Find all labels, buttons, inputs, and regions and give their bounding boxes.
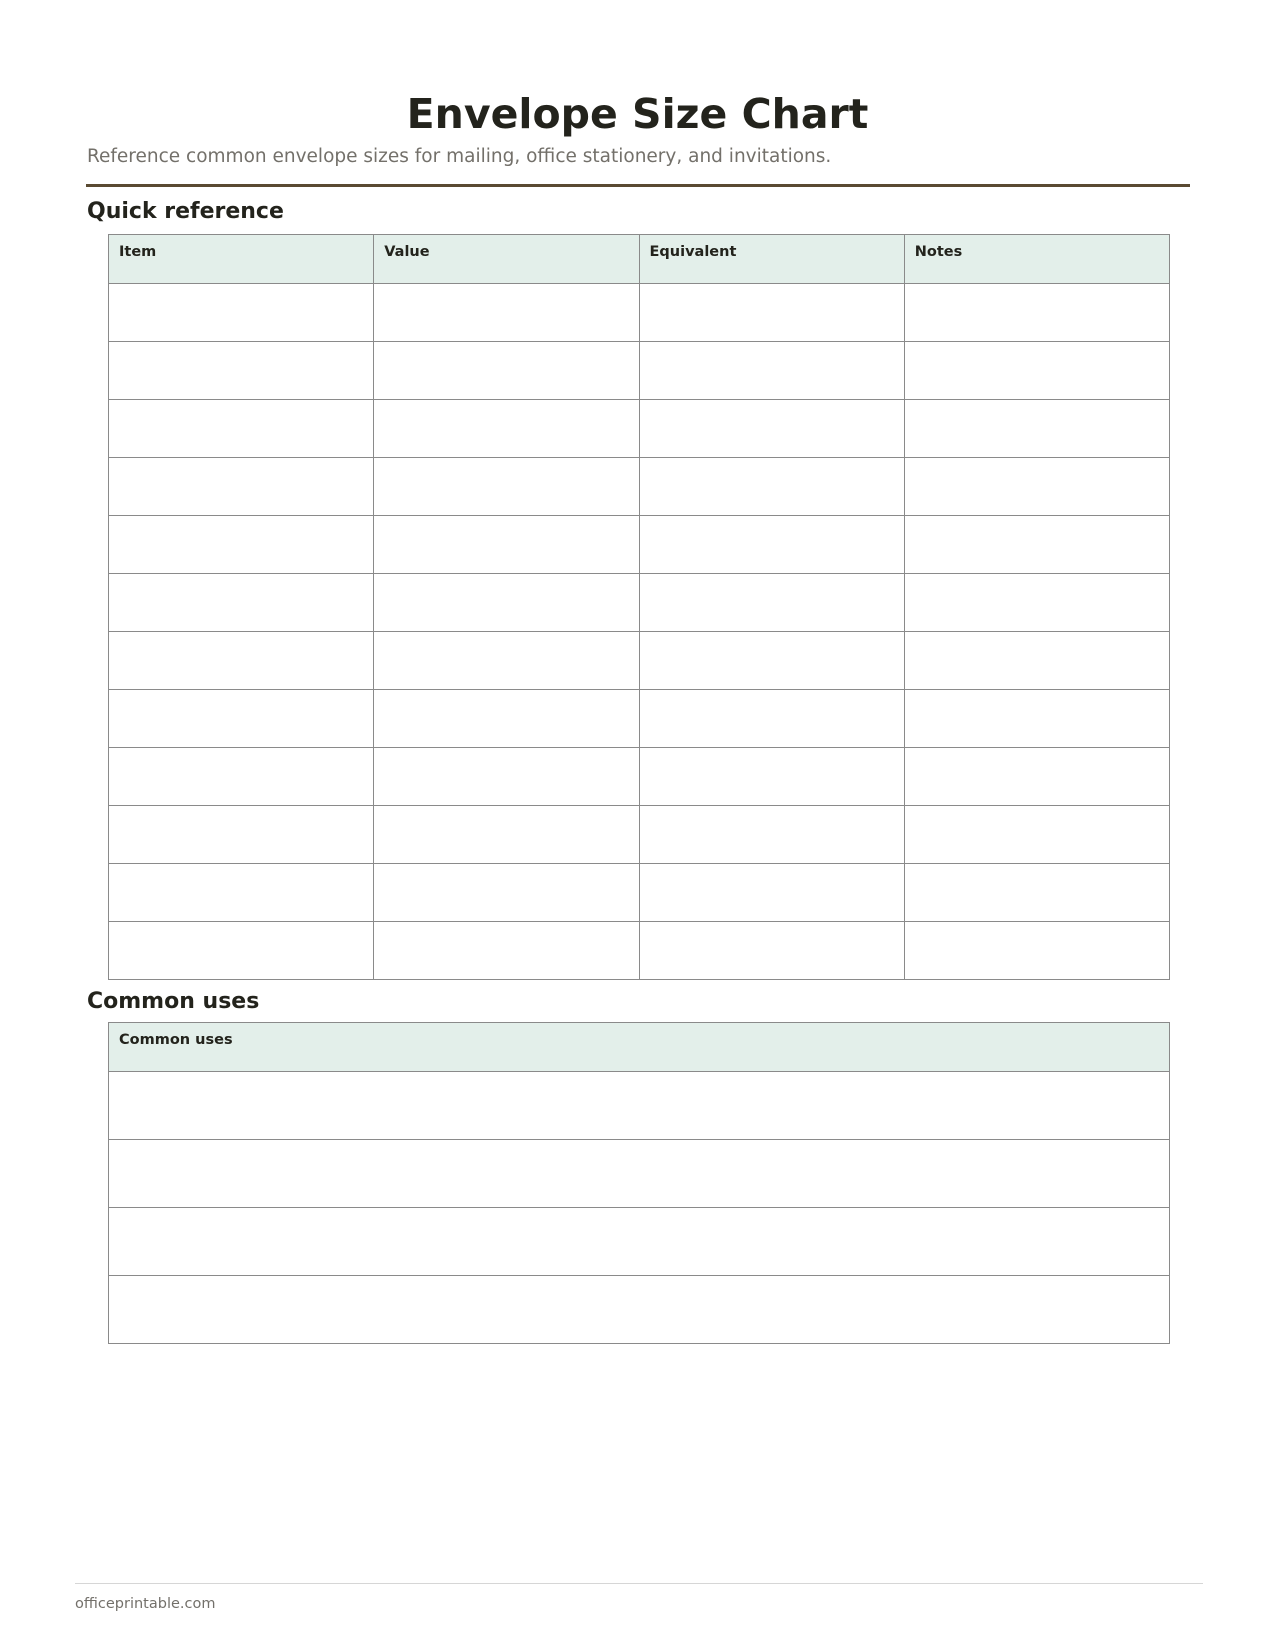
table-cell[interactable] <box>109 342 374 400</box>
table-cell[interactable] <box>639 632 904 690</box>
column-header-value: Value <box>374 235 639 284</box>
table-row <box>109 400 1170 458</box>
table-cell[interactable] <box>904 458 1169 516</box>
quick-reference-heading: Quick reference <box>87 199 284 224</box>
table-row <box>109 1072 1170 1140</box>
table-cell[interactable] <box>639 922 904 980</box>
table-cell[interactable] <box>904 922 1169 980</box>
table-cell[interactable] <box>109 922 374 980</box>
table-cell[interactable] <box>109 516 374 574</box>
table-row <box>109 1276 1170 1344</box>
table-row <box>109 864 1170 922</box>
table-cell[interactable] <box>109 458 374 516</box>
table-cell[interactable] <box>904 342 1169 400</box>
table-cell[interactable] <box>904 574 1169 632</box>
table-cell[interactable] <box>109 1072 1170 1140</box>
quick-reference-table <box>108 234 1170 980</box>
page-subtitle: Reference common envelope sizes for mailing, office stationery, and invitations. <box>87 146 832 167</box>
table-cell[interactable] <box>374 458 639 516</box>
table-cell[interactable] <box>374 574 639 632</box>
table-row <box>109 516 1170 574</box>
table-cell[interactable] <box>374 342 639 400</box>
table-cell[interactable] <box>639 574 904 632</box>
table-cell[interactable] <box>904 632 1169 690</box>
table-row <box>109 632 1170 690</box>
footer-site-link[interactable]: officeprintable.com <box>75 1596 216 1612</box>
common-uses-table <box>108 1022 1170 1344</box>
table-row <box>109 1140 1170 1208</box>
table-cell[interactable] <box>109 748 374 806</box>
table-cell[interactable] <box>374 864 639 922</box>
table-cell[interactable] <box>109 806 374 864</box>
table-cell[interactable] <box>639 864 904 922</box>
table-cell[interactable] <box>109 690 374 748</box>
table-cell[interactable] <box>639 342 904 400</box>
table-cell[interactable] <box>109 632 374 690</box>
table-cell[interactable] <box>109 864 374 922</box>
table-cell[interactable] <box>639 806 904 864</box>
footer-divider <box>75 1583 1203 1584</box>
table-cell[interactable] <box>904 748 1169 806</box>
page-title: Envelope Size Chart <box>406 90 869 138</box>
table-cell[interactable] <box>109 400 374 458</box>
table-cell[interactable] <box>639 690 904 748</box>
table-cell[interactable] <box>374 400 639 458</box>
table-cell[interactable] <box>639 516 904 574</box>
table-cell[interactable] <box>109 1208 1170 1276</box>
table-row <box>109 690 1170 748</box>
table-cell[interactable] <box>639 458 904 516</box>
table-cell[interactable] <box>109 574 374 632</box>
column-header-item: Item <box>109 235 374 284</box>
column-header-notes: Notes <box>904 235 1169 284</box>
table-row <box>109 922 1170 980</box>
table-row <box>109 458 1170 516</box>
table-cell[interactable] <box>374 922 639 980</box>
table-cell[interactable] <box>904 400 1169 458</box>
column-header-common-uses: Common uses <box>109 1023 1170 1072</box>
title-divider <box>86 184 1190 187</box>
table-cell[interactable] <box>374 284 639 342</box>
table-row <box>109 748 1170 806</box>
table-cell[interactable] <box>374 632 639 690</box>
common-uses-heading: Common uses <box>87 989 260 1014</box>
table-cell[interactable] <box>109 1140 1170 1208</box>
table-header-row <box>109 1023 1170 1072</box>
table-cell[interactable] <box>374 516 639 574</box>
table-row <box>109 806 1170 864</box>
table-row <box>109 574 1170 632</box>
table-cell[interactable] <box>639 748 904 806</box>
table-cell[interactable] <box>904 516 1169 574</box>
table-cell[interactable] <box>904 284 1169 342</box>
table-header-row <box>109 235 1170 284</box>
table-row <box>109 342 1170 400</box>
table-row <box>109 284 1170 342</box>
table-cell[interactable] <box>374 748 639 806</box>
table-row <box>109 1208 1170 1276</box>
table-cell[interactable] <box>639 400 904 458</box>
table-cell[interactable] <box>904 806 1169 864</box>
table-cell[interactable] <box>639 284 904 342</box>
table-cell[interactable] <box>109 1276 1170 1344</box>
table-cell[interactable] <box>904 864 1169 922</box>
table-cell[interactable] <box>374 806 639 864</box>
table-cell[interactable] <box>904 690 1169 748</box>
column-header-equivalent: Equivalent <box>639 235 904 284</box>
table-cell[interactable] <box>109 284 374 342</box>
table-cell[interactable] <box>374 690 639 748</box>
